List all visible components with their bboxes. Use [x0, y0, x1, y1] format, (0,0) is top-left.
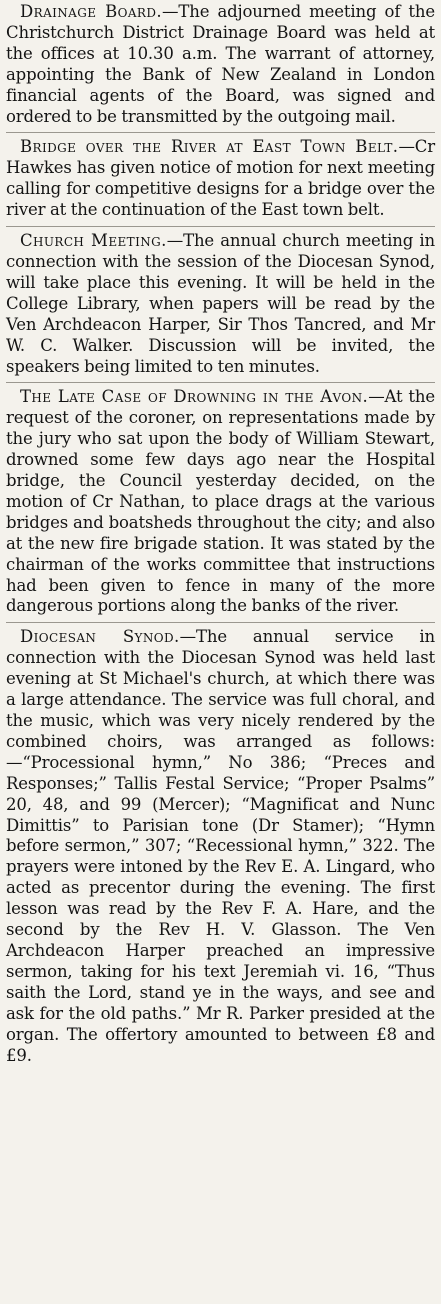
article-body: —The annual church meeting in connection with the session of the Diocesan Synod, will take place this evening. It will be held in the College Library, when papers will be read by the Ven Archdeacon Harper, Sir Thos Tancred, and Mr W. C. Walker. Discussion will be invited, the speakers being limited to ten minutes. [6, 231, 435, 376]
article-headline: Drainage Board. [20, 2, 163, 21]
article-paragraph [6, 387, 435, 617]
article-church-meeting [6, 231, 435, 383]
article-drowning-avon [6, 387, 435, 623]
article-diocesan-synod [6, 627, 435, 1071]
article-body: —The annual service in connection with the Diocesan Synod was held last evening at St Michael's church, at which there was a large attendance. The service was full choral, and the music, which was very nicely rendered by the combined choirs, was arranged as follows:—“Processional hymn,” No 386; “Preces and Responses;” Tallis Festal Service; “Proper Psalms” 20, 48, and 99 (Mercer); “Magnificat and Nunc Dimittis” to Parisian tone (Dr Stamer); “Hymn before sermon,” 307; “Recessional hymn,” 322. The prayers were intoned by the Rev E. A. Lingard, who acted as precentor during the evening. The first lesson was read by the Rev F. A. Hare, and the second by the Rev H. V. Glasson. The Ven Archdeacon Harper preached an impressive sermon, taking for his text Jeremiah vi. 16, “Thus saith the Lord, stand ye in the ways, and see and ask for the old paths.” Mr R. Parker presided at the organ. The offertory amounted to between £8 and £9. [6, 627, 436, 1065]
article-paragraph [6, 137, 435, 221]
article-body: —At the request of the coroner, on representations made by the jury who sat upon the body of William Stewart, drowned some few days ago near the Hospital bridge, the Council yesterday decided, on the motion of Cr Nathan, to place drags at the various bridges and boatsheds throughout the city; and also at the new fire brigade station. It was stated by the chairman of the works committee that instructions had been given to fence in many of the more dangerous portions along the banks of the river. [6, 387, 435, 616]
article-headline: Church Meeting. [20, 231, 167, 251]
article-body: —The adjourned meeting of the Christchurch District Drainage Board was held at the offices at 10.30 a.m. The warrant of attorney, appointing the Bank of New Zealand in London financial agents of the Board, was signed and ordered to be transmitted by the outgoing mail. [6, 2, 435, 126]
article-body: —Cr Hawkes has given notice of motion for next meeting calling for competitive designs for a bridge over the river at the continuation of the East town belt. [6, 137, 435, 220]
article-headline: Diocesan Synod. [20, 627, 180, 647]
article-drainage-board [6, 2, 435, 133]
article-headline: Bridge over the River at East Town Belt. [20, 137, 399, 157]
article-paragraph [6, 2, 435, 127]
article-bridge-east-town-belt [6, 137, 435, 227]
article-paragraph [6, 627, 435, 1066]
article-headline: The Late Case of Drowning in the Avon. [20, 387, 369, 407]
article-paragraph [6, 231, 435, 377]
